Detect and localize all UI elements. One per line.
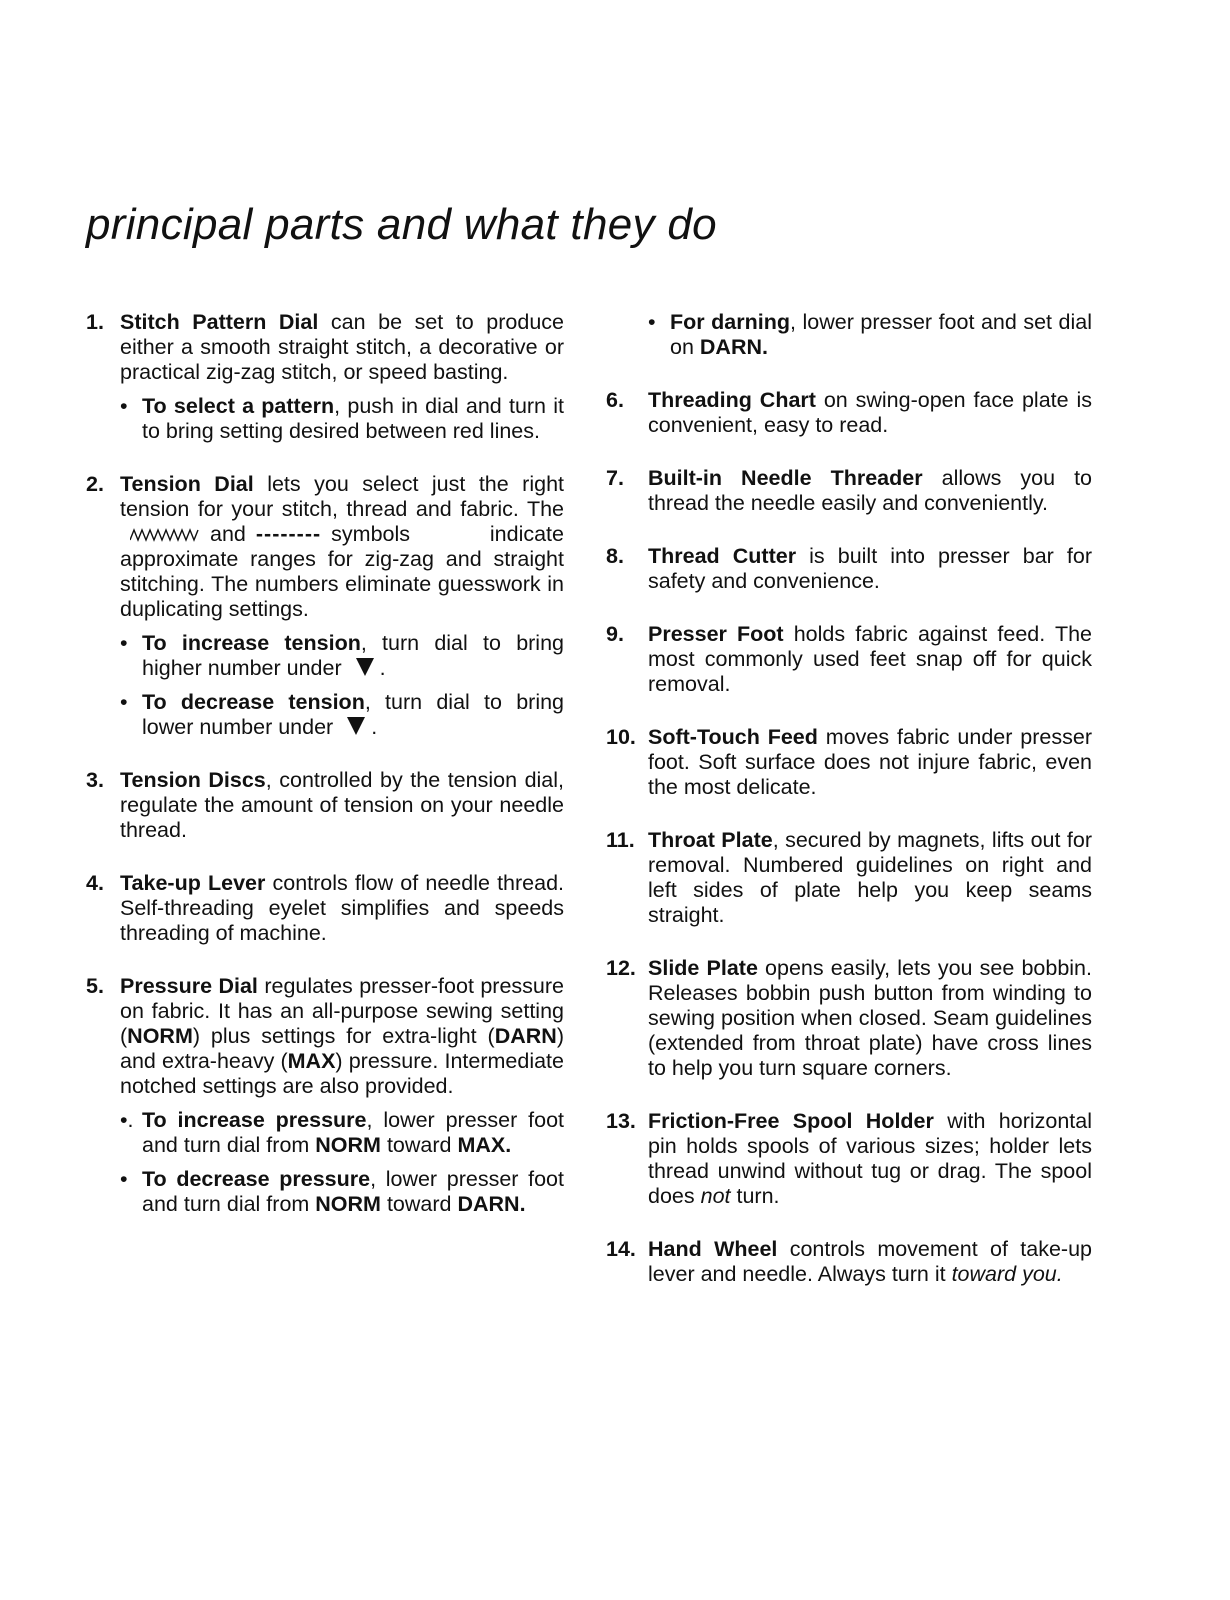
zigzag-symbol-icon (130, 528, 200, 542)
part-item: 9. Presser Foot holds fabric against feed. The most commonly used feet snap off for quick removal. (606, 622, 1092, 696)
part-item: 13. Friction-Free Spool Holder with horizontal pin holds spools of various sizes; holder lets thread unwind without tug or drag. The spool does not turn. (606, 1109, 1092, 1208)
item-number: 8. (606, 544, 624, 568)
part-item: 8. Thread Cutter is built into presser bar for safety and convenience. (606, 544, 1092, 593)
part-name: Take-up Lever (120, 871, 266, 895)
item-number: 6. (606, 388, 624, 412)
part-item: 2. Tension Dial lets you select just the right tension for your stitch, thread and fabric. Theand -------- symbols indicate approximate ranges for zig-zag and straight stitching. The numbers eliminate guesswork in duplicating settings. • To increase tension, turn dial to bring higher number under . • To decrease tension, turn dial to bring lower number under . (86, 472, 565, 739)
item-number: 12. (606, 956, 636, 980)
bullet-item: • To select a pattern, push in dial and turn it to bring setting desired between red lines. (120, 394, 564, 443)
part-name: Presser Foot (648, 622, 784, 646)
bullet-item: • To decrease pressure, lower presser foot and turn dial from NORM toward DARN. (120, 1167, 564, 1216)
part-item: 11. Throat Plate, secured by magnets, lifts out for removal. Numbered guidelines on right and left sides of plate help you keep seams straight. (606, 828, 1092, 927)
item-number: 3. (86, 768, 104, 792)
part-name: Thread Cutter (648, 544, 797, 568)
part-item: 10. Soft-Touch Feed moves fabric under presser foot. Soft surface does not injure fabric, even the most delicate. (606, 725, 1092, 799)
page-title: principal parts and what they do (86, 200, 717, 249)
part-item: 14. Hand Wheel controls movement of take-up lever and needle. Always turn it toward you. (606, 1237, 1092, 1286)
part-description: can be set to produce either a smooth straight stitch, a decorative or practical zig-zag stitch, or speed basting. (120, 310, 564, 384)
part-item: 7. Built-in Needle Threader allows you to thread the needle easily and conveniently. (606, 466, 1092, 515)
triangle-marker-icon (356, 658, 374, 676)
part-name: Tension Dial (120, 472, 254, 496)
part-name: Slide Plate (648, 956, 758, 980)
right-column (606, 310, 1092, 1315)
item-number: 4. (86, 871, 104, 895)
triangle-marker-icon (347, 717, 365, 735)
item-number: 13. (606, 1109, 636, 1133)
part-name: Hand Wheel (648, 1237, 778, 1261)
part-item: 6. Threading Chart on swing-open face plate is convenient, easy to read. (606, 388, 1092, 437)
part-item: 5. Pressure Dial regulates presser-foot pressure on fabric. It has an all-purpose sewing setting (NORM) plus settings for extra-light (DARN) and extra-heavy (MAX) pressure. Intermediate notched settings are also provided. •. To increase pressure, lower presser foot and turn dial from NORM toward MAX. • To decrease pressure, lower presser foot and turn dial from NORM toward DARN. (86, 974, 564, 1216)
straight-stitch-symbol: -------- (255, 522, 322, 546)
part-name: Built-in Needle Threader (648, 466, 923, 490)
item-number: 2. (86, 472, 104, 496)
part-name: Friction-Free Spool Holder (648, 1109, 934, 1133)
part-item: 12. Slide Plate opens easily, lets you see bobbin. Releases bobbin push button from winding to sewing position when closed. Seam guidelines (extended from throat plate) have cross lines to help you turn square corners. (606, 956, 1092, 1080)
item-number: 1. (86, 310, 104, 334)
part-name: Throat Plate (648, 828, 773, 852)
item-number: 5. (86, 974, 104, 998)
part-name: Soft-Touch Feed (648, 725, 818, 749)
item-number: 11. (606, 828, 635, 852)
part-name: Stitch Pattern Dial (120, 310, 319, 334)
part-item (86, 310, 564, 444)
continued-bullet (606, 310, 1092, 360)
item-number: 10. (606, 725, 636, 749)
bullet-item: • For darning, lower presser foot and set dial on DARN. (648, 310, 1093, 359)
part-name: Pressure Dial (120, 974, 258, 998)
bullet-item: • To increase tension, turn dial to bring higher number under . (120, 631, 564, 680)
part-name: Threading Chart (648, 388, 816, 412)
item-number: 9. (606, 622, 624, 646)
bullet-item: •. To increase pressure, lower presser foot and turn dial from NORM toward MAX. (120, 1108, 564, 1157)
part-item: 3. Tension Discs, controlled by the tension dial, regulate the amount of tension on your needle thread. (86, 768, 565, 842)
bullet-item: • To decrease tension, turn dial to bring lower number under . (120, 690, 565, 739)
left-column (86, 310, 564, 1245)
part-name: Tension Discs (120, 768, 266, 792)
item-number: 7. (606, 466, 624, 490)
part-item: 4. Take-up Lever controls flow of needle thread. Self-threading eyelet simplifies and speeds threading of machine. (86, 871, 565, 945)
item-number: 14. (606, 1237, 636, 1261)
